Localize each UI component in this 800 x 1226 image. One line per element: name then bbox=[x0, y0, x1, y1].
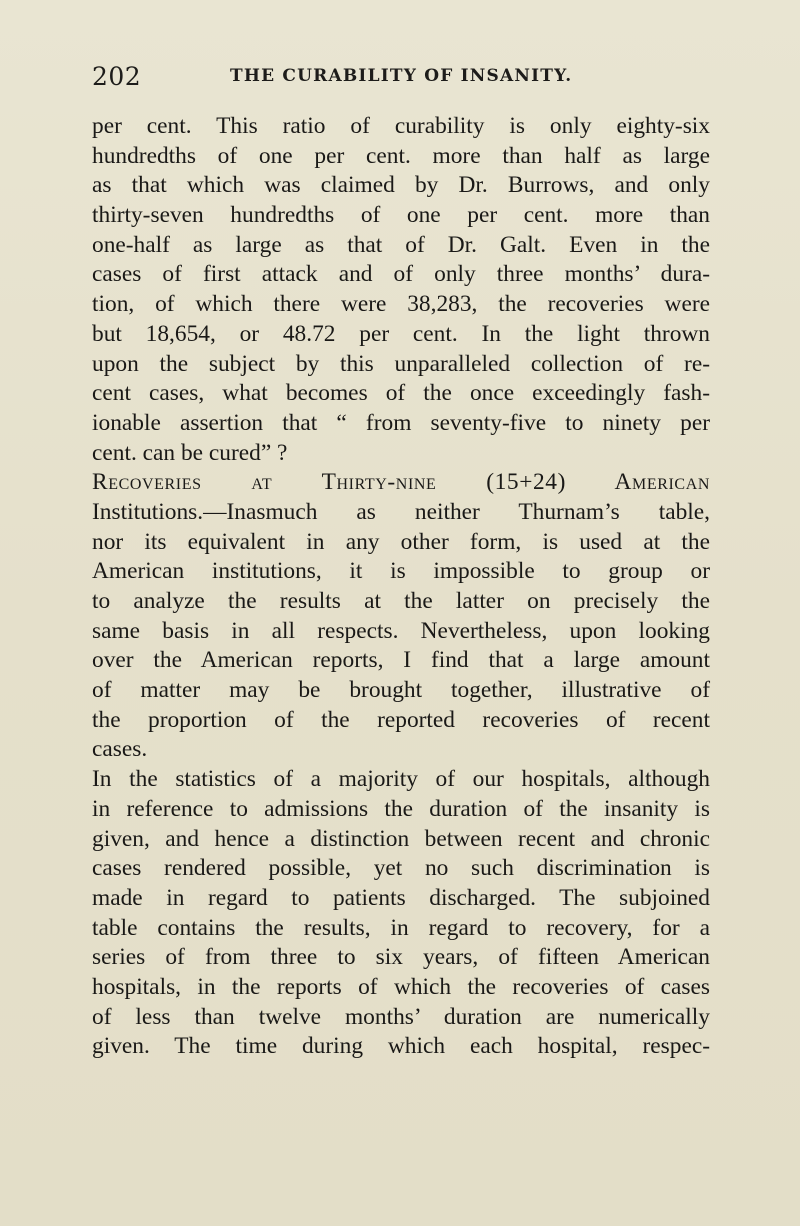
text-line: to analyze the results at the latter on precisely the bbox=[92, 588, 710, 614]
text-line: per cent. This ratio of curability is only eighty-six bbox=[92, 113, 710, 139]
text-line: made in regard to patients discharged. The subjoined bbox=[92, 884, 710, 911]
text-line: American institutions, it is impossible to group or bbox=[92, 558, 710, 585]
text-line: upon the subject by this unparalleled collection of re- bbox=[92, 350, 710, 377]
text-line: as that which was claimed by Dr. Burrows, and only bbox=[92, 172, 710, 199]
text-line: hundredths of one per cent. more than half as large bbox=[92, 142, 710, 169]
text-line: tion, of which there were 38,283, the recoveries were bbox=[92, 291, 710, 318]
text-line: over the American reports, I find that a large amount bbox=[92, 647, 710, 674]
text-line: of matter may be brought together, illustrative of bbox=[92, 677, 710, 704]
text-line: In the statistics of a majority of our hospitals, although bbox=[92, 766, 710, 793]
text-line: but 18,654, or 48.72 per cent. In the light thrown bbox=[92, 320, 710, 347]
text-line: nor its equivalent in any other form, is used at the bbox=[92, 528, 710, 555]
text-line: thirty-seven hundredths of one per cent. more than bbox=[92, 202, 710, 229]
text-line: the proportion of the reported recoveries of recent bbox=[92, 706, 710, 733]
page-number: 202 bbox=[92, 62, 142, 91]
text-line: cent. can be cured” ? bbox=[92, 439, 288, 466]
text-line: same basis in all respects. Nevertheless, upon looking bbox=[92, 617, 710, 644]
text-line: cent cases, what becomes of the once exceedingly fash- bbox=[92, 380, 710, 407]
text-line: ionable assertion that “ from seventy-five to ninety per bbox=[92, 409, 710, 436]
text-line: cases of first attack and of only three months’ dura- bbox=[92, 261, 710, 288]
text-line: of less than twelve months’ duration are numerically bbox=[92, 1003, 710, 1030]
text-line: series of from three to six years, of fifteen American bbox=[92, 944, 710, 971]
text-line: cases. bbox=[92, 736, 148, 763]
page-header bbox=[92, 62, 712, 96]
running-title: THE CURABILITY OF INSANITY. bbox=[230, 66, 573, 86]
text-line: one-half as large as that of Dr. Galt. Even in the bbox=[92, 231, 710, 258]
text-line: table contains the results, in regard to recovery, for a bbox=[92, 914, 710, 941]
text-line: hospitals, in the reports of which the recoveries of cases bbox=[92, 973, 710, 1000]
body-text bbox=[92, 112, 710, 1062]
text-line: given. The time during which each hospital, respec- bbox=[92, 1033, 710, 1060]
text-line: given, and hence a distinction between recent and chronic bbox=[92, 825, 710, 852]
section-heading-continued: Institutions.—Inasmuch as neither Thurnam’s table, bbox=[92, 498, 710, 525]
text-line: cases rendered possible, yet no such discrimination is bbox=[92, 855, 710, 882]
text-line: in reference to admissions the duration of the insanity is bbox=[92, 795, 710, 822]
section-heading-line: Recoveries at Thirty-nine (15+24) American bbox=[92, 469, 710, 496]
